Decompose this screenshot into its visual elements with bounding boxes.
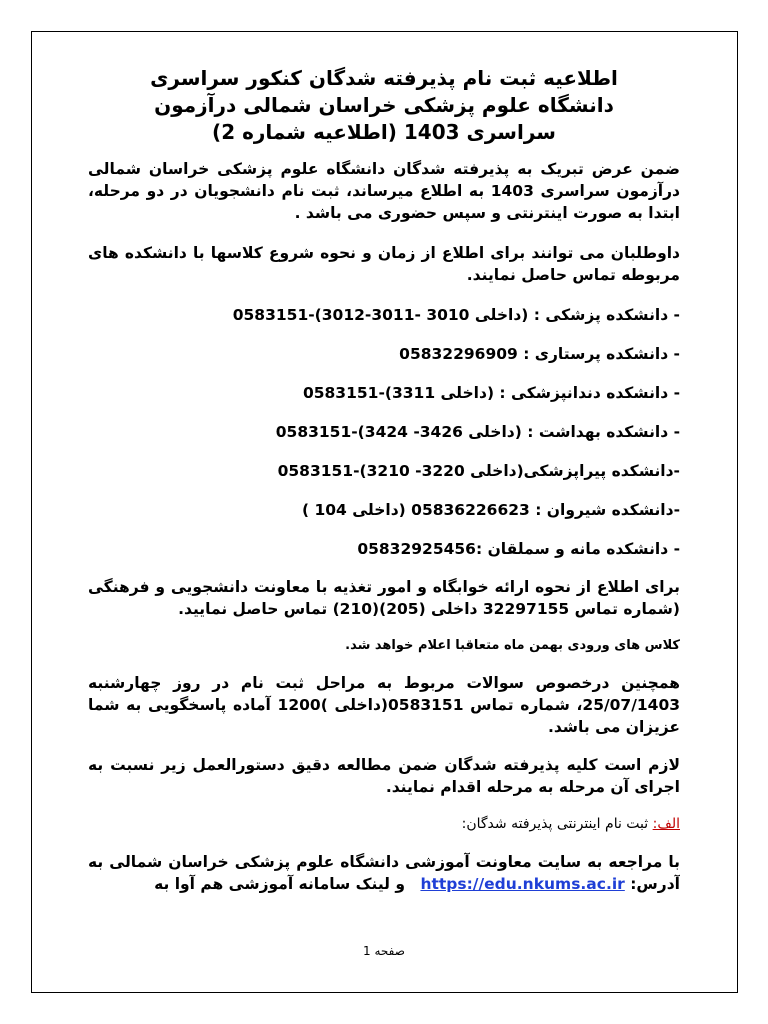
document-body [88,65,680,943]
registration-link[interactable]: https://edu.nkums.ac.ir [420,875,625,893]
registration-paragraph [88,851,680,895]
title-line-1: اطلاعیه ثبت نام پذیرفته شدگان کنکور سراسری [150,66,618,90]
instruction-paragraph: لازم است کلیه پذیرفته شدگان ضمن مطالعه دقیق دستورالعمل زیر نسبت به اجرای آن مرحله به مرحله اقدام نمایند. [88,756,680,796]
section-a-label: الف: [652,816,680,832]
faculty-item-paramedical: -دانشکده پیراپزشکی(داخلی 3220- 3210)-0583151 [277,462,680,480]
document-title [88,65,680,146]
page-number: صفحه 1 [363,944,405,958]
faculty-item-maneh-samalqan: - دانشکده مانه و سملقان :05832925456 [357,540,680,558]
faculty-item-nursing: - دانشکده پرستاری : 05832296909 [399,345,680,363]
faculty-item-shirvan: -دانشکده شیروان : 05836226623 (داخلی 104 ) [302,501,680,519]
title-line-2: دانشگاه علوم پزشکی خراسان شمالی درآزمون [154,93,614,117]
contact-faculties-paragraph: داوطلبان می توانند برای اطلاع از زمان و نحوه شروع کلاسها با دانشکده های مربوطه تماس حاصل نمایند. [88,244,680,284]
registration-text-before: با مراجعه به سایت معاونت آموزشی دانشگاه علوم پزشکی خراسان شمالی به آدرس: [88,853,680,893]
faculty-item-dentistry: - دانشکده دندانپزشکی : (داخلی 3311)-0583151 [302,384,680,402]
dormitory-paragraph: برای اطلاع از نحوه ارائه خوابگاه و امور تغذیه با معاونت دانشجویی و فرهنگی (شماره تماس 32297155 داخلی (205)(210) تماس حاصل نمایید. [88,578,680,618]
title-line-3: سراسری 1403 (اطلاعیه شماره 2) [212,120,556,144]
faculty-item-health: - دانشکده بهداشت : (داخلی 3426- 3424)-0583151 [275,423,680,441]
faculty-item-medicine: - دانشکده پزشکی : (داخلی 3010 -3011-3012)-0583151 [232,306,680,324]
inquiry-paragraph: همچنین درخصوص سوالات مربوط به مراحل ثبت نام در روز چهارشنبه 25/07/1403، شماره تماس 0583151(داخلی )1200 آماده پاسخگویی به شما عزیزان می باشد. [88,674,680,736]
intro-paragraph: ضمن عرض تبریک به پذیرفته شدگان دانشگاه علوم پزشکی خراسان شمالی درآزمون سراسری 1403 به اطلاع میرساند، ثبت نام دانشجویان در دو مرحله، ابتدا به صورت اینترنتی و سپس حضوری می باشد . [88,160,680,222]
faculty-contact-list [88,304,680,560]
registration-text-after: و لینک سامانه آموزشی هم آوا به [154,875,406,893]
section-a-heading [88,814,680,834]
class-note: کلاس های ورودی بهمن ماه متعاقبا اعلام خواهد شد. [345,638,680,653]
section-a-text: ثبت نام اینترنتی پذیرفته شدگان: [461,816,649,832]
